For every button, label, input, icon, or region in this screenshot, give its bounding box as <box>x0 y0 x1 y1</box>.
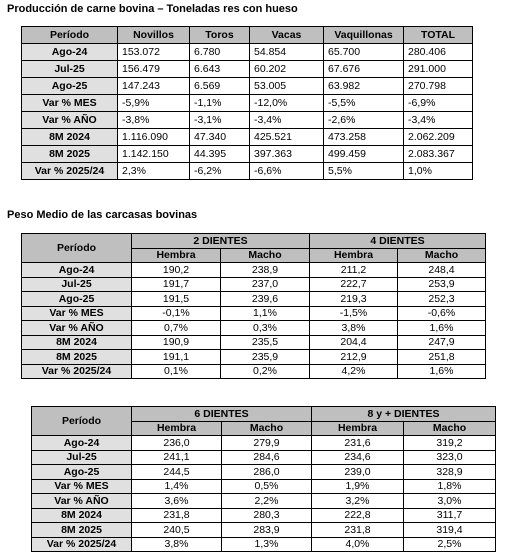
table-cell: 65.700 <box>324 44 404 61</box>
table-row <box>32 523 496 538</box>
table-row <box>22 321 486 336</box>
table-row <box>32 537 496 552</box>
table-cell: 2,3% <box>118 163 190 180</box>
table-cell: -3,8% <box>118 112 190 129</box>
table-row <box>32 436 496 451</box>
table-cell: 3,6% <box>132 494 222 509</box>
table-row <box>32 479 496 494</box>
table-cell: 47.340 <box>190 129 250 146</box>
row-label: Ago-25 <box>32 465 132 480</box>
table-row <box>32 494 496 509</box>
header-periodo: Período <box>22 27 118 44</box>
table-row <box>22 129 473 146</box>
row-label: Var % 2025/24 <box>22 364 132 379</box>
table-cell: 280,3 <box>222 508 312 523</box>
table-cell: 244,5 <box>132 465 222 480</box>
table-cell: 231,8 <box>132 508 222 523</box>
table-row <box>32 508 496 523</box>
table-row <box>22 277 486 292</box>
subheader-macho: Macho <box>221 248 310 263</box>
subheader-macho: Macho <box>222 421 312 436</box>
table-cell: 311,7 <box>404 508 496 523</box>
table-cell: 0,7% <box>132 321 221 336</box>
table-cell: 2.062.209 <box>404 129 473 146</box>
table-cell: 323,0 <box>404 450 496 465</box>
table-cell: 3,8% <box>310 321 398 336</box>
table-cell: 1,8% <box>404 479 496 494</box>
table-cell: 283,9 <box>222 523 312 538</box>
table-cell: 284,6 <box>222 450 312 465</box>
table-cell: 1,1% <box>221 306 310 321</box>
production-header-row <box>22 27 473 44</box>
subheader-hembra: Hembra <box>310 248 398 263</box>
row-label: Var % 2025/24 <box>32 537 132 552</box>
table-cell: 231,8 <box>312 523 404 538</box>
table-cell: 237,0 <box>221 277 310 292</box>
table-row <box>22 61 473 78</box>
table-cell: 499.459 <box>324 146 404 163</box>
table-cell: 156.479 <box>118 61 190 78</box>
table-cell: 1,4% <box>132 479 222 494</box>
table-row <box>22 306 486 321</box>
production-title: Producción de carne bovina – Toneladas res con hueso <box>7 3 298 15</box>
table-cell: 191,5 <box>132 292 221 307</box>
table-row <box>22 350 486 365</box>
row-label: Var % AÑO <box>22 321 132 336</box>
table-cell: 54.854 <box>250 44 324 61</box>
table-row <box>22 78 473 95</box>
table-cell: 235,9 <box>221 350 310 365</box>
table-cell: 6.643 <box>190 61 250 78</box>
table-cell: -6,6% <box>250 163 324 180</box>
table-cell: 4,0% <box>312 537 404 552</box>
table-cell: -6,2% <box>190 163 250 180</box>
table-cell: 63.982 <box>324 78 404 95</box>
row-label: Jul-25 <box>32 450 132 465</box>
table-cell: 191,7 <box>132 277 221 292</box>
table-cell: 0,2% <box>221 364 310 379</box>
table-cell: 241,1 <box>132 450 222 465</box>
table-cell: 222,8 <box>312 508 404 523</box>
table-cell: 1,6% <box>398 321 486 336</box>
table-cell: 252,3 <box>398 292 486 307</box>
table-cell: 3,8% <box>132 537 222 552</box>
table-cell: 240,5 <box>132 523 222 538</box>
table-cell: 153.072 <box>118 44 190 61</box>
table-row <box>22 335 486 350</box>
table-row <box>22 146 473 163</box>
table-cell: 3,2% <box>312 494 404 509</box>
table-row <box>22 112 473 129</box>
table-cell: 147.243 <box>118 78 190 95</box>
table-cell: 1.142.150 <box>118 146 190 163</box>
header-6-dientes: 6 DIENTES <box>132 407 312 422</box>
table-cell: 234,6 <box>312 450 404 465</box>
table-row <box>22 292 486 307</box>
table-row <box>32 465 496 480</box>
table-cell: 397.363 <box>250 146 324 163</box>
table-cell: 190,2 <box>132 263 221 278</box>
table-cell: -1,5% <box>310 306 398 321</box>
table-cell: -1,1% <box>190 95 250 112</box>
table-cell: -3,4% <box>404 112 473 129</box>
weight-title: Peso Medio de las carcasas bovinas <box>7 209 198 221</box>
table-cell: -3,1% <box>190 112 250 129</box>
table-cell: 0,5% <box>222 479 312 494</box>
row-label: 8M 2024 <box>32 508 132 523</box>
table-cell: 239,0 <box>312 465 404 480</box>
table-cell: 251,8 <box>398 350 486 365</box>
table-cell: 328,9 <box>404 465 496 480</box>
weight-table-2-4-dientes <box>21 233 486 379</box>
table-cell: 235,5 <box>221 335 310 350</box>
table-cell: 248,4 <box>398 263 486 278</box>
table-cell: 319,4 <box>404 523 496 538</box>
table-cell: 3,0% <box>404 494 496 509</box>
table-cell: -3,4% <box>250 112 324 129</box>
table-row <box>22 44 473 61</box>
table-cell: 270.798 <box>404 78 473 95</box>
table-cell: 219,3 <box>310 292 398 307</box>
row-label: 8M 2025 <box>22 350 132 365</box>
table-cell: 190,9 <box>132 335 221 350</box>
table-cell: 191,1 <box>132 350 221 365</box>
table-cell: 1.116.090 <box>118 129 190 146</box>
table-cell: 204,4 <box>310 335 398 350</box>
table-cell: 6.780 <box>190 44 250 61</box>
table-cell: 2,5% <box>404 537 496 552</box>
table-cell: 2,2% <box>222 494 312 509</box>
header-4-dientes: 4 DIENTES <box>310 234 486 249</box>
table-row <box>22 263 486 278</box>
row-label: Var % MES <box>22 306 132 321</box>
table-cell: -2,6% <box>324 112 404 129</box>
row-label: Var % MES <box>22 95 118 112</box>
table-cell: 211,2 <box>310 263 398 278</box>
row-label: Var % AÑO <box>32 494 132 509</box>
header-toros: Toros <box>190 27 250 44</box>
row-label: Var % AÑO <box>22 112 118 129</box>
table-cell: -5,5% <box>324 95 404 112</box>
header-vacas: Vacas <box>250 27 324 44</box>
table-cell: 2.083.367 <box>404 146 473 163</box>
table-cell: 425.521 <box>250 129 324 146</box>
table-cell: 212,9 <box>310 350 398 365</box>
row-label: Jul-25 <box>22 61 118 78</box>
table-row <box>32 450 496 465</box>
table-cell: 291.000 <box>404 61 473 78</box>
header-total: TOTAL <box>404 27 473 44</box>
weight-table-6-8-dientes <box>31 406 496 552</box>
row-label: Ago-24 <box>22 44 118 61</box>
table-cell: 473.258 <box>324 129 404 146</box>
table-cell: 1,9% <box>312 479 404 494</box>
header-8-dientes: 8 y + DIENTES <box>312 407 496 422</box>
table-cell: -5,9% <box>118 95 190 112</box>
row-label: Ago-25 <box>22 78 118 95</box>
table-row <box>22 364 486 379</box>
table-cell: 0,3% <box>221 321 310 336</box>
production-table <box>21 26 473 180</box>
header-novillos: Novillos <box>118 27 190 44</box>
table-cell: 0,1% <box>132 364 221 379</box>
table-cell: 4,2% <box>310 364 398 379</box>
table-cell: 280.406 <box>404 44 473 61</box>
table-cell: 6.569 <box>190 78 250 95</box>
row-label: 8M 2025 <box>32 523 132 538</box>
table-cell: 239,6 <box>221 292 310 307</box>
table-cell: 44.395 <box>190 146 250 163</box>
row-label: Var % MES <box>32 479 132 494</box>
header-periodo: Período <box>32 407 132 436</box>
table-cell: 60.202 <box>250 61 324 78</box>
row-label: Var % 2025/24 <box>22 163 118 180</box>
header-vaquillonas: Vaquillonas <box>324 27 404 44</box>
table-cell: 253,9 <box>398 277 486 292</box>
subheader-hembra: Hembra <box>132 248 221 263</box>
table-cell: 247,9 <box>398 335 486 350</box>
table-cell: -0,1% <box>132 306 221 321</box>
table-cell: 286,0 <box>222 465 312 480</box>
table-cell: 236,0 <box>132 436 222 451</box>
row-label: Ago-24 <box>22 263 132 278</box>
table-cell: 53.005 <box>250 78 324 95</box>
subheader-macho: Macho <box>398 248 486 263</box>
table-cell: -6,9% <box>404 95 473 112</box>
table-cell: 222,7 <box>310 277 398 292</box>
subheader-hembra: Hembra <box>312 421 404 436</box>
subheader-macho: Macho <box>404 421 496 436</box>
row-label: Ago-25 <box>22 292 132 307</box>
row-label: 8M 2024 <box>22 129 118 146</box>
table-cell: 319,2 <box>404 436 496 451</box>
table-row <box>22 163 473 180</box>
table-cell: 1,0% <box>404 163 473 180</box>
table-cell: 279,9 <box>222 436 312 451</box>
table-cell: 238,9 <box>221 263 310 278</box>
table-cell: 231,6 <box>312 436 404 451</box>
row-label: Jul-25 <box>22 277 132 292</box>
table-cell: -0,6% <box>398 306 486 321</box>
subheader-hembra: Hembra <box>132 421 222 436</box>
table-cell: 67.676 <box>324 61 404 78</box>
table-row <box>22 95 473 112</box>
table-cell: 1,6% <box>398 364 486 379</box>
table-cell: 5,5% <box>324 163 404 180</box>
row-label: 8M 2025 <box>22 146 118 163</box>
header-periodo: Período <box>22 234 132 263</box>
row-label: Ago-24 <box>32 436 132 451</box>
table-cell: -12,0% <box>250 95 324 112</box>
table-cell: 1,3% <box>222 537 312 552</box>
header-2-dientes: 2 DIENTES <box>132 234 310 249</box>
row-label: 8M 2024 <box>22 335 132 350</box>
